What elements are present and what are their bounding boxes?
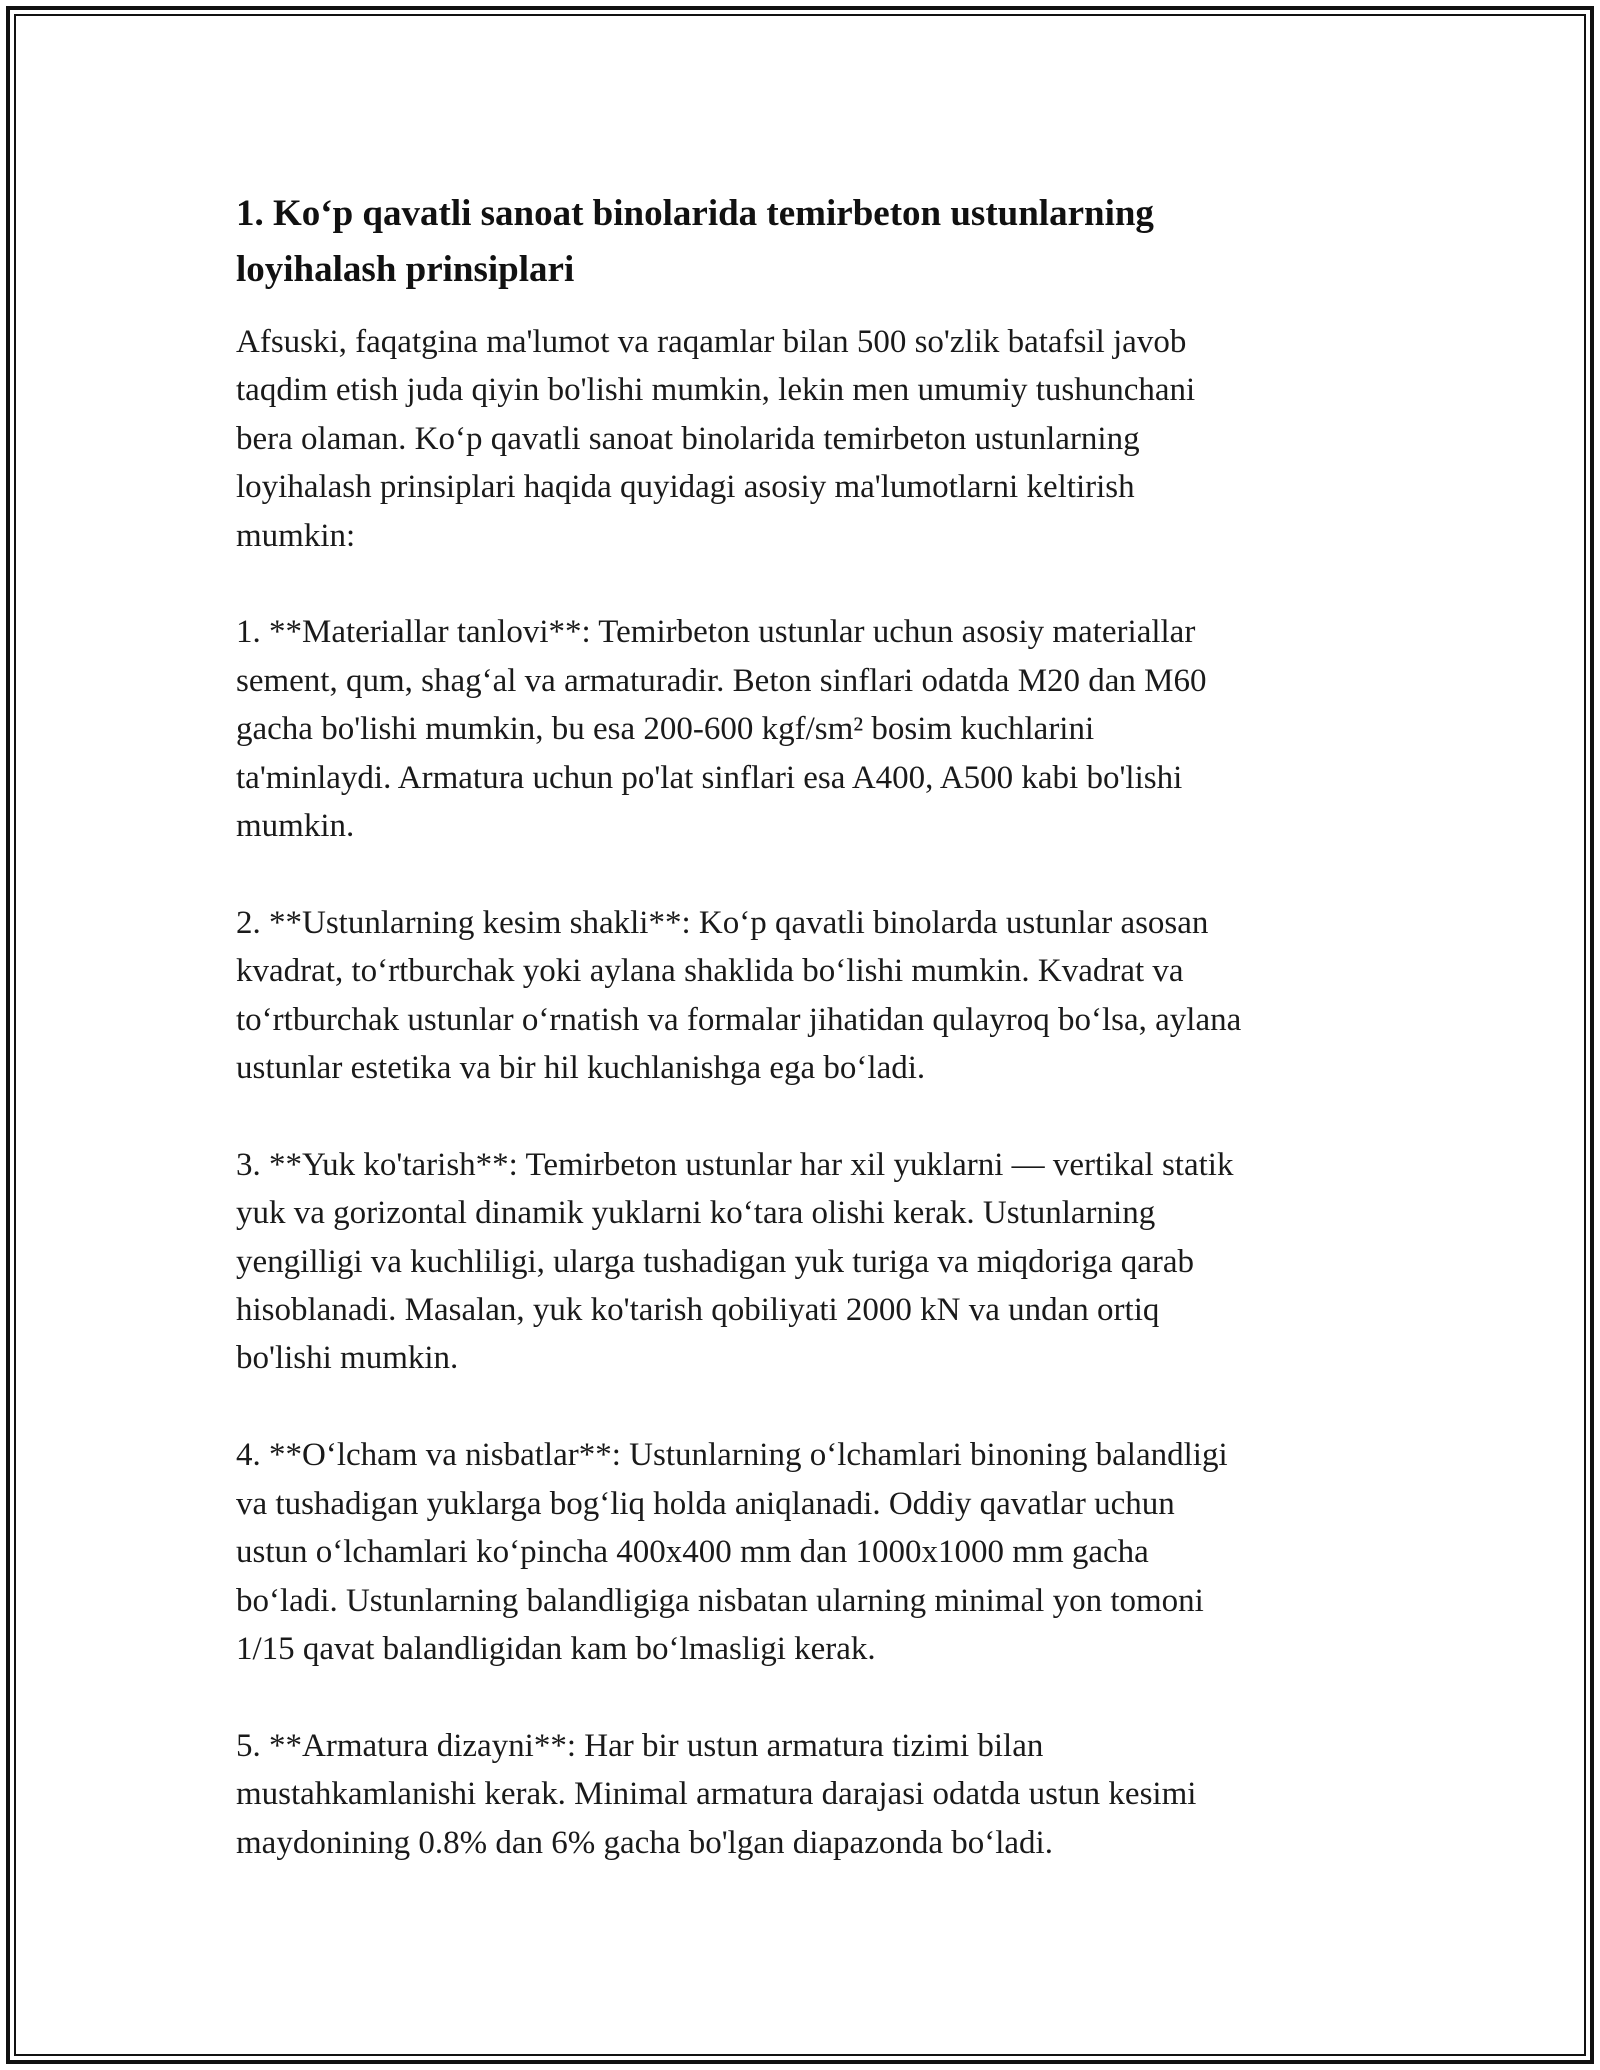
paragraph-cross-section: 2. **Ustunlarning kesim shakli**: Ko‘p qavatli binolarda ustunlar asosan kvadrat, to‘rtburchak yoki aylana shaklida bo‘lishi mumkin. Kvadrat va to‘rtburchak ustunlar o‘rnatish va formalar jihatidan qulayroq bo‘lsa, aylana ustunlar estetika va bir hil kuchlanishga ega bo‘ladi.: [236, 904, 1242, 1087]
paragraph-spacer: [236, 560, 1366, 608]
paragraph-spacer: [236, 850, 1366, 898]
paragraph-spacer: [236, 1383, 1366, 1431]
paragraph-spacer: [236, 1673, 1366, 1721]
paragraph-spacer: [236, 1092, 1366, 1140]
paragraph-load-bearing: 3. **Yuk ko'tarish**: Temirbeton ustunlar har xil yuklarni — vertikal statik yuk va gorizontal dinamik yuklarni ko‘tara olishi kerak. Ustunlarning yengilligi va kuchliligi, ularga tushadigan yuk turiga va miqdoriga qarab hisoblanadi. Masalan, yuk ko'tarish qobiliyati 2000 kN va undan ortiq bo'lishi mumkin.: [236, 1146, 1234, 1377]
paragraph-materials: 1. **Materiallar tanlovi**: Temirbeton ustunlar uchun asosiy materiallar sement, qum, shag‘al va armaturadir. Beton sinflari odatda M20 dan M60 gacha bo'lishi mumkin, bu esa 200-600 kgf/sm² bosim kuchlarini ta'minlaydi. Armatura uchun po'lat sinflari esa A400, A500 kabi bo'lishi mumkin.: [236, 614, 1207, 845]
paragraph-dimensions: 4. **O‘lcham va nisbatlar**: Ustunlarning o‘lchamlari binoning balandligi va tushadigan yuklarga bog‘liq holda aniqlanadi. Oddiy qavatlar uchun ustun o‘lchamlari ko‘pincha 400x400 mm dan 1000x1000 mm gacha bo‘ladi. Ustunlarning balandligiga nisbatan ularning minimal yon tomoni 1/15 qavat balandligidan kam bo‘lmasligi kerak.: [236, 1437, 1228, 1667]
intro-paragraph: Afsuski, faqatgina ma'lumot va raqamlar bilan 500 so'zlik batafsil javob taqdim etish juda qiyin bo'lishi mumkin, lekin men umumiy tushunchani bera olaman. Ko‘p qavatli sanoat binolarida temirbeton ustunlarning loyihalash prinsiplari haqida quyidagi asosiy ma'lumotlarni keltirish mumkin:: [236, 324, 1196, 554]
document-title: 1. Ko‘p qavatli sanoat binolarida temirbeton ustunlarning loyihalash prinsiplari: [236, 193, 1154, 290]
document-body: [236, 186, 1366, 1867]
paragraph-reinforcement: 5. **Armatura dizayni**: Har bir ustun armatura tizimi bilan mustahkamlanishi kerak. Minimal armatura darajasi odatda ustun kesimi maydonining 0.8% dan 6% gacha bo'lgan diapazonda bo‘ladi.: [236, 1727, 1197, 1861]
